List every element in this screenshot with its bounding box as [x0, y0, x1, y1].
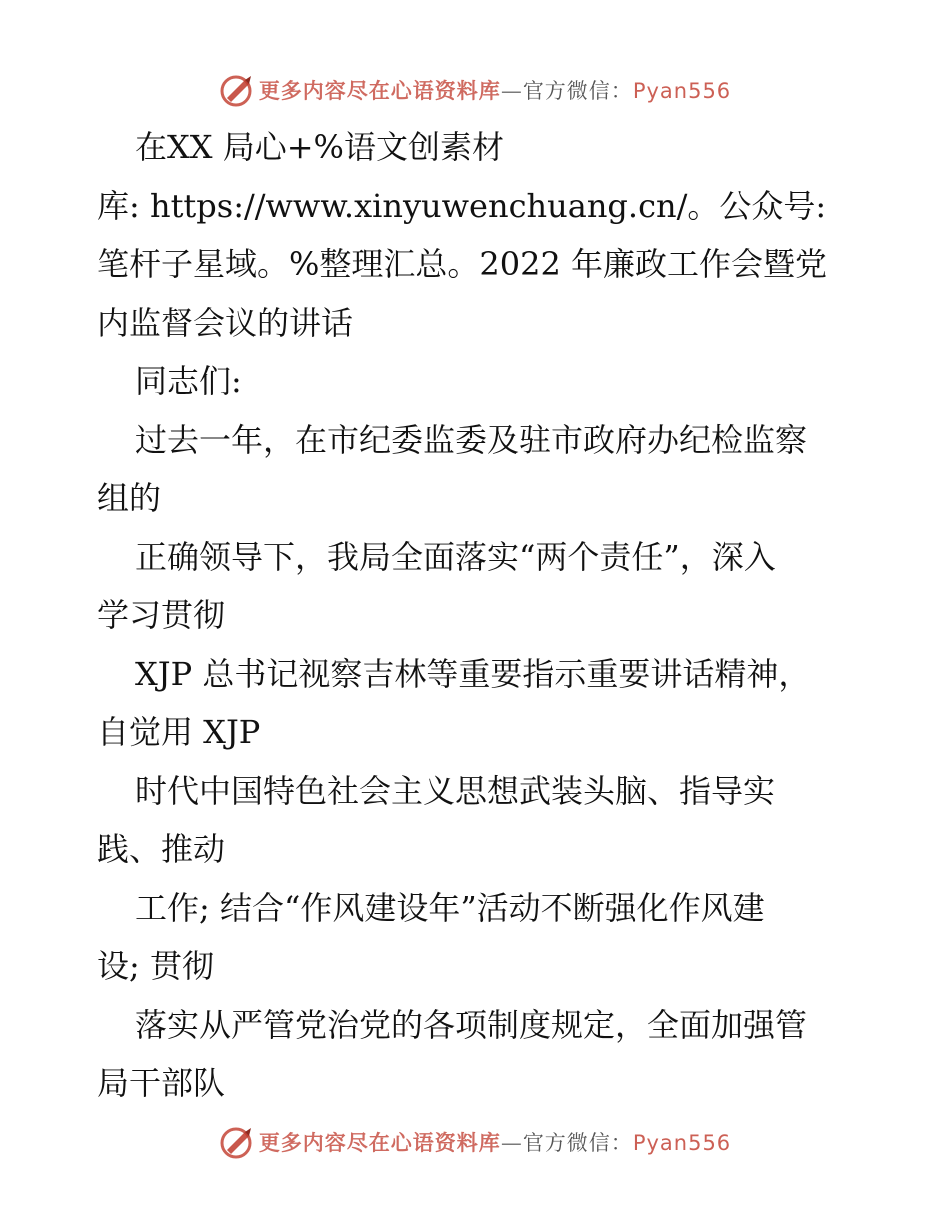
watermark-dash: — — [500, 79, 523, 103]
text-line: 同志们: — [135, 362, 242, 400]
watermark-main-text: 更多内容尽在心语资料库 — [258, 79, 501, 103]
document-body — [97, 118, 857, 1113]
text-line: 组的 — [97, 479, 162, 517]
text-line: 时代中国特色社会主义思想武装头脑、指导实 — [135, 771, 776, 810]
watermark-dash: — — [500, 1131, 523, 1155]
header-watermark — [0, 68, 950, 112]
text-line: 践、推动 — [97, 830, 226, 868]
text-line: XJP 总书记视察吉林等重要指示重要讲话精神， — [135, 654, 811, 693]
text-line: 在XX 局心+%语文创素材 — [135, 128, 504, 166]
quill-pen-circle-icon — [219, 1124, 255, 1160]
text-line: 设; 贯彻 — [97, 947, 214, 985]
watermark-wechat-id: Pyan556 — [632, 1131, 732, 1155]
footer-watermark — [0, 1120, 950, 1164]
watermark-label: 官方微信： — [522, 1131, 633, 1155]
text-line: 自觉用 XJP — [97, 713, 261, 751]
text-line: 工作; 结合“作风建设年”活动不断强化作风建 — [135, 888, 765, 927]
text-line: 局干部队 — [97, 1064, 226, 1102]
text-line: 内监督会议的讲话 — [97, 303, 354, 342]
text-line: 笔杆子星域。%整理汇总。2022 年廉政工作会暨党 — [97, 245, 828, 283]
text-line: 正确领导下，我局全面落实“两个责任”，深入 — [135, 537, 776, 576]
text-line: 库: https://www.xinyuwenchuang.cn/。公众号: — [97, 186, 827, 225]
text-line: 学习贯彻 — [97, 596, 226, 634]
quill-pen-circle-icon — [219, 72, 255, 108]
text-line: 落实从严管党治党的各项制度规定，全面加强管 — [135, 1005, 808, 1044]
text-line: 过去一年，在市纪委监委及驻市政府办纪检监察 — [135, 420, 808, 459]
watermark-wechat-id: Pyan556 — [632, 79, 732, 103]
watermark-label: 官方微信： — [522, 79, 633, 103]
watermark-main-text: 更多内容尽在心语资料库 — [258, 1131, 501, 1155]
